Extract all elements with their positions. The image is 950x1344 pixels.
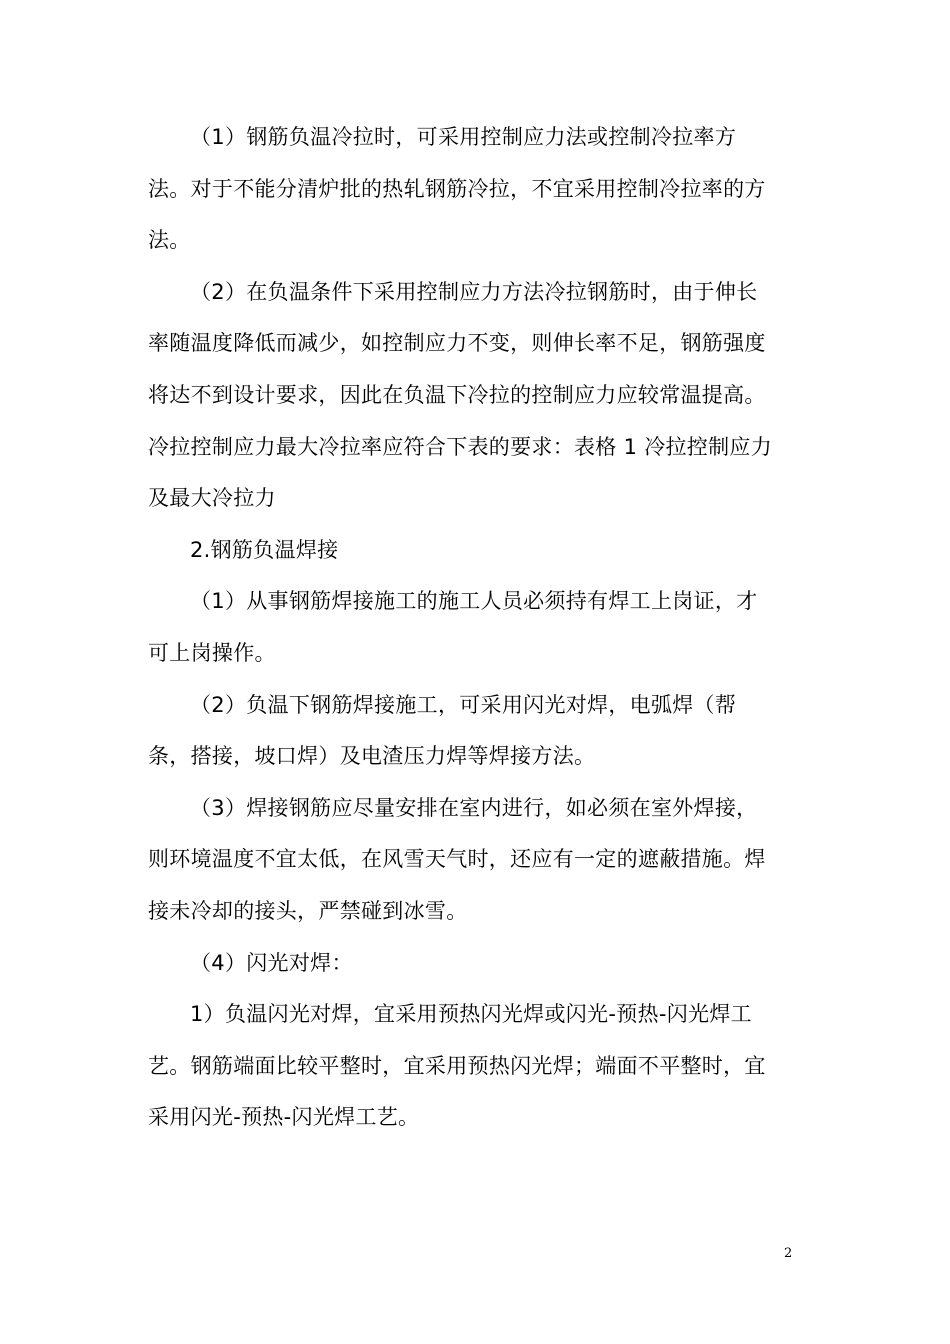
text-line: 率随温度降低而减少，如控制应力不变，则伸长率不足，钢筋强度	[148, 331, 766, 356]
text-line: 可上岗操作。	[148, 640, 276, 665]
text-line: 艺。钢筋端面比较平整时，宜采用预热闪光焊；端面不平整时，宜	[148, 1053, 766, 1078]
text-line: （1）钢筋负温冷拉时，可采用控制应力法或控制冷拉率方	[190, 125, 737, 149]
section-heading: 2.钢筋负温焊接	[190, 537, 339, 562]
text-line: （2）在负温条件下采用控制应力方法冷拉钢筋时，由于伸长	[190, 279, 758, 304]
text-line: （1）从事钢筋焊接施工的施工人员必须持有焊工上岗证，才	[190, 589, 758, 614]
body-text	[148, 112, 798, 1144]
text-line: 冷拉控制应力最大冷拉率应符合下表的要求：表格 1 冷拉控制应力	[148, 434, 773, 459]
text-line: 接未冷却的接头，严禁碰到冰雪。	[148, 898, 468, 923]
text-line: 条，搭接，坡口焊）及电渣压力焊等焊接方法。	[148, 744, 596, 769]
text-line: 1）负温闪光对焊，宜采用预热闪光焊或闪光-预热-闪光焊工	[190, 1002, 752, 1027]
text-line: 法。对于不能分清炉批的热轧钢筋冷拉，不宜采用控制冷拉率的方	[148, 176, 766, 201]
page-number: 2	[784, 1246, 793, 1261]
text-line: 采用闪光-预热-闪光焊工艺。	[148, 1105, 420, 1130]
text-line: （3）焊接钢筋应尽量安排在室内进行，如必须在室外焊接，	[190, 795, 758, 820]
text-line: （4）闪光对焊：	[190, 950, 353, 975]
text-line: 法。	[148, 228, 191, 253]
text-line: 及最大冷拉力	[148, 486, 276, 511]
text-line: （2）负温下钢筋焊接施工，可采用闪光对焊，电弧焊（帮	[190, 692, 737, 717]
text-line: 则环境温度不宜太低，在风雪天气时，还应有一定的遮蔽措施。焊	[148, 847, 766, 872]
text-line: 将达不到设计要求，因此在负温下冷拉的控制应力应较常温提高。	[148, 382, 766, 407]
